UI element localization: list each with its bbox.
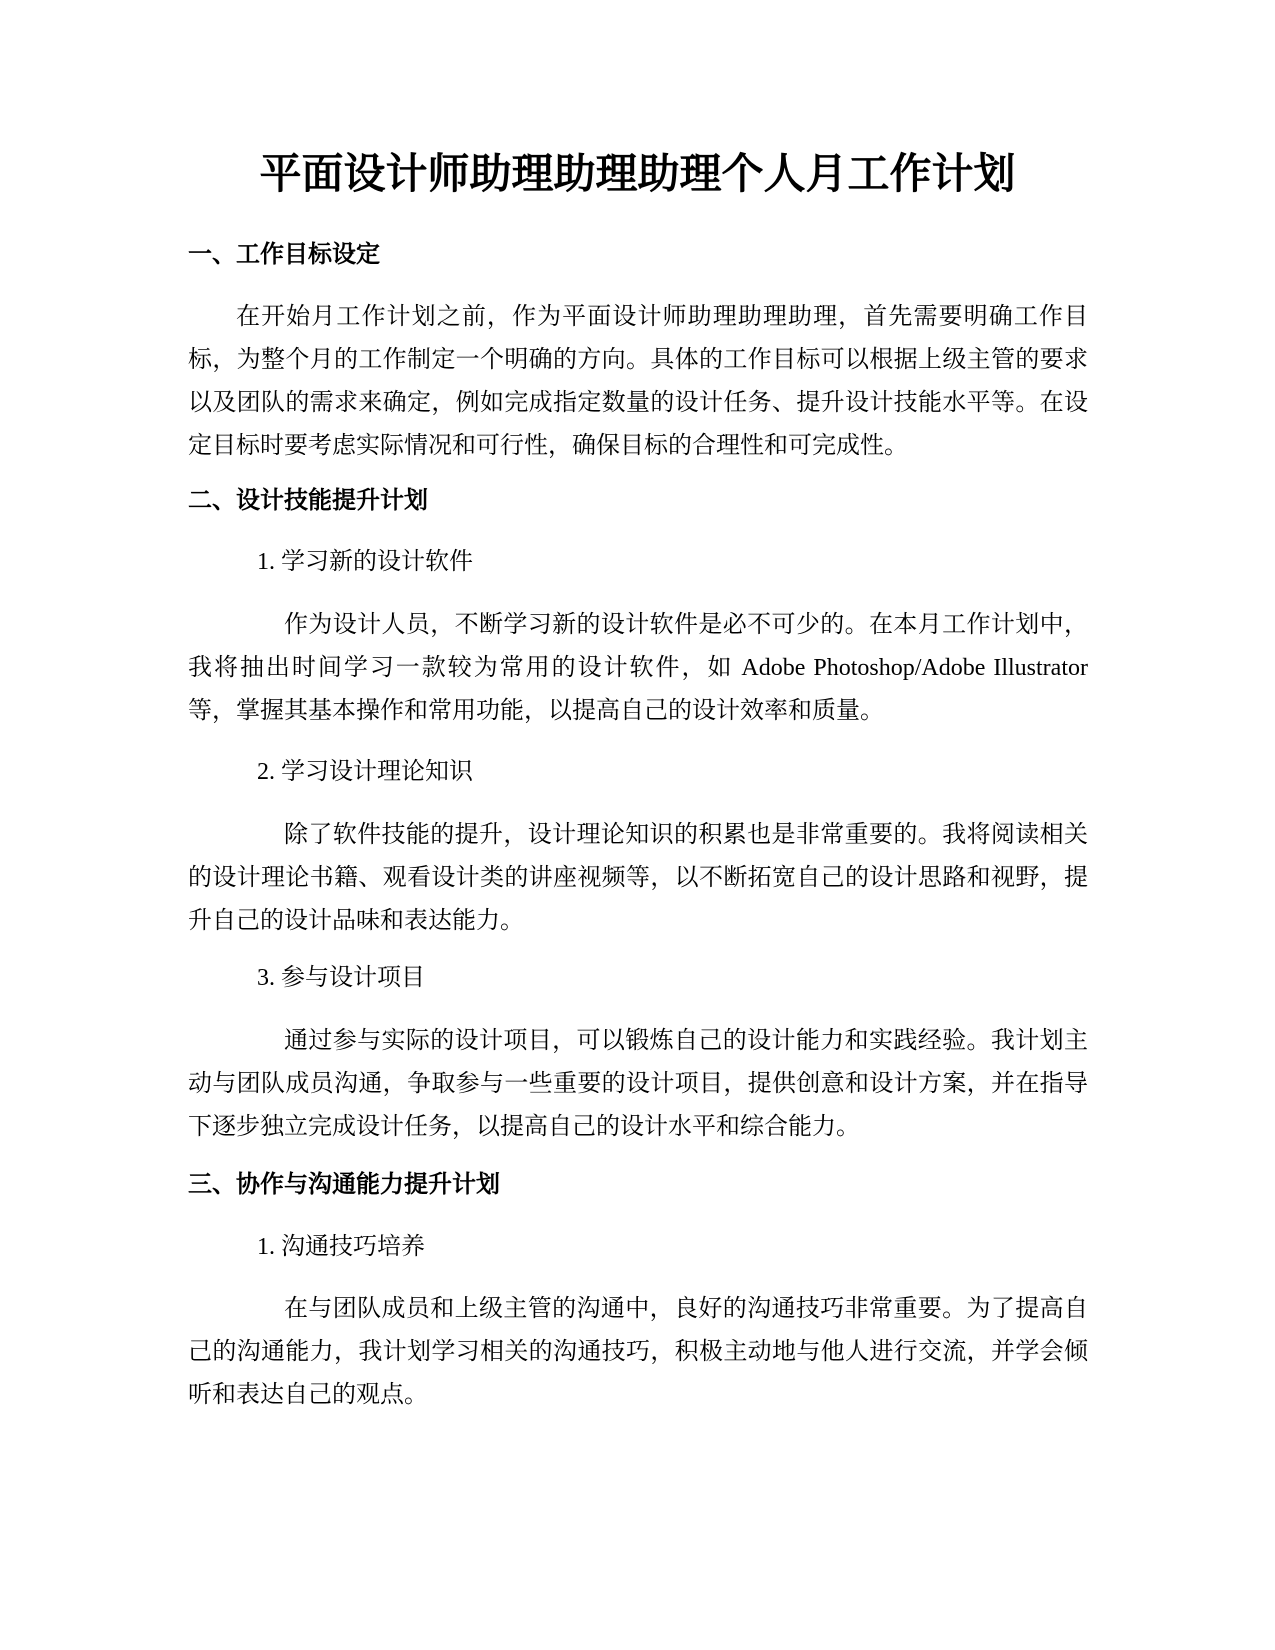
section-3-item-1-label: 1. 沟通技巧培养 [257, 1234, 425, 1260]
section-2-item-3-paragraph: 通过参与实际的设计项目，可以锻炼自己的设计能力和实践经验。我计划主动与团队成员沟通，争取参与一些重要的设计项目，提供创意和设计方案，并在指导下逐步独立完成设计任务，以提高自己的设计水平和综合能力。 [188, 1028, 1088, 1140]
document-title: 平面设计师助理助理助理个人月工作计划 [259, 149, 1016, 198]
section-2-item-2-label: 2. 学习设计理论知识 [257, 759, 473, 785]
section-2-item-1-label: 1. 学习新的设计软件 [257, 549, 473, 575]
section-3-heading: 三、协作与沟通能力提升计划 [188, 1170, 500, 1198]
section-3-item-1-paragraph: 在与团队成员和上级主管的沟通中，良好的沟通技巧非常重要。为了提高自己的沟通能力，我计划学习相关的沟通技巧，积极主动地与他人进行交流，并学会倾听和表达自己的观点。 [188, 1296, 1088, 1408]
section-2-item-2-paragraph: 除了软件技能的提升，设计理论知识的积累也是非常重要的。我将阅读相关的设计理论书籍、观看设计类的讲座视频等，以不断拓宽自己的设计思路和视野，提升自己的设计品味和表达能力。 [188, 822, 1088, 934]
section-1-paragraph: 在开始月工作计划之前，作为平面设计师助理助理助理，首先需要明确工作目标，为整个月的工作制定一个明确的方向。具体的工作目标可以根据上级主管的要求以及团队的需求来确定，例如完成指定数量的设计任务、提升设计技能水平等。在设定目标时要考虑实际情况和可行性，确保目标的合理性和可完成性。 [188, 304, 1088, 459]
section-2-item-1-paragraph: 作为设计人员，不断学习新的设计软件是必不可少的。在本月工作计划中，我将抽出时间学习一款较为常用的设计软件，如 Adobe Photoshop/Adobe Illustrator 等，掌握其基本操作和常用功能，以提高自己的设计效率和质量。 [188, 612, 1088, 724]
section-2-heading: 二、设计技能提升计划 [188, 486, 428, 514]
section-2-item-3-label: 3. 参与设计项目 [257, 965, 425, 991]
section-1-heading: 一、工作目标设定 [188, 240, 380, 268]
